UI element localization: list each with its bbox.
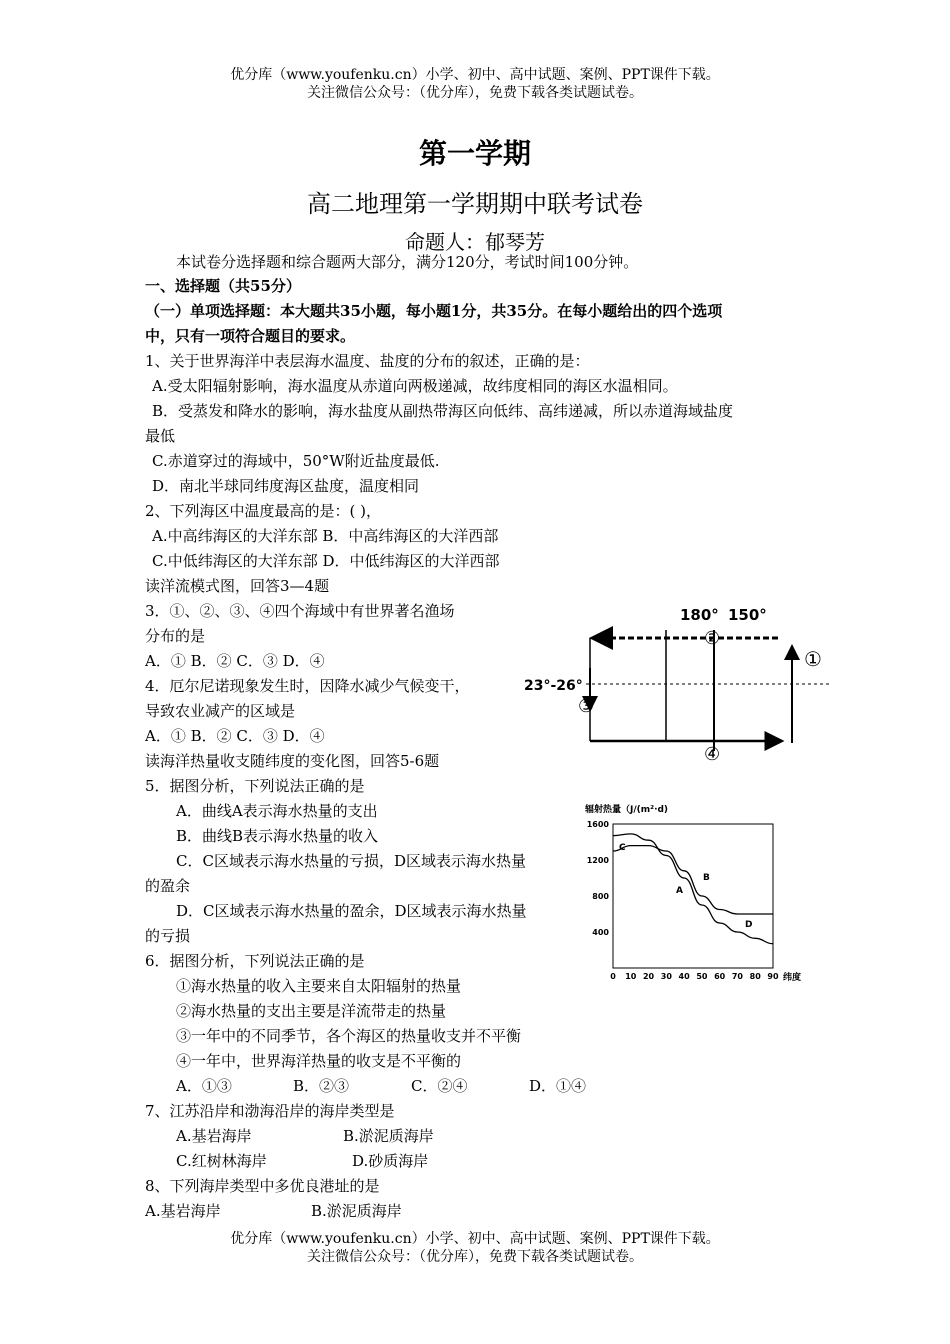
term-title: 第一学期 [418,137,531,170]
lon-label-180: 180° [680,606,719,624]
exam-title: 高二地理第一学期期中联考试卷 [307,190,643,218]
x-tick-label: 0 [610,972,616,981]
q1-option-c: C.赤道穿过的海域中，50°W附近盐度最低. [152,452,440,470]
q3-stem: 3．①、②、③、④四个海域中有世界著名渔场 [145,602,455,620]
x-tick-label: 50 [696,972,708,981]
x-tick-label: 30 [660,972,672,981]
q3-stem-cont: 分布的是 [145,627,206,645]
intro: 本试卷分选择题和综合题两大部分，满分120分，考试时间100分钟。 [176,253,639,271]
y-tick-label: 800 [592,892,609,901]
x-tick-label: 90 [767,972,779,981]
q5-option-d: D．C区域表示海水热量的盈余，D区域表示海水热量 [176,902,527,920]
q7-option-c: C.红树林海岸 [176,1152,267,1170]
footer-line-2: 关注微信公众号：（优分库），免费下载各类试题试卷。 [307,1249,643,1265]
footer-line-1: 优分库（www.youfenku.cn）小学、初中、高中试题、案例、PPT课件下载。 [230,1231,720,1247]
q5-option-c: C．C区域表示海水热量的亏损，D区域表示海水热量 [176,852,526,870]
q6-statement-2: ②海水热量的支出主要是洋流带走的热量 [176,1002,447,1020]
x-tick-label: 40 [678,972,690,981]
q5-option-d-cont: 的亏损 [145,927,191,945]
q5-option-a: A．曲线A表示海水热量的支出 [176,802,378,820]
y-tick-label: 1600 [586,820,609,829]
q7-stem: 7、江苏沿岸和渤海沿岸的海岸类型是 [145,1102,395,1120]
q7-option-a: A.基岩海岸 [176,1127,252,1145]
y-tick-label: 1200 [586,856,609,865]
x-tick-label: 10 [625,972,637,981]
q2-options-cd: C.中低纬海区的大洋东部 D．中低纬海区的大洋西部 [152,552,500,570]
q2-stem: 2、下列海区中温度最高的是：( )， [145,502,382,520]
subsection-heading-cont: 中，只有一项符合题目的要求。 [145,327,356,345]
section-heading: 一、选择题（共55分） [145,277,301,295]
label-c: C [619,843,626,853]
marker-3: ③ [578,696,595,717]
q1-option-b-cont: 最低 [145,427,176,445]
ocean-current-diagram [520,598,840,768]
q4-stem-cont: 导致农业减产的区域是 [145,702,296,720]
x-tick-label: 80 [749,972,761,981]
series-line-expenditure [613,846,773,914]
x-tick-label: 60 [714,972,726,981]
q6-statement-3: ③一年中的不同季节，各个海区的热量收支并不平衡 [176,1027,522,1045]
chart-xlabel: 纬度 [783,973,802,983]
label-b: B [703,873,710,883]
author: 命题人：郁琴芳 [405,230,545,254]
lon-label-150: 150° [728,606,767,624]
q2-options-ab: A.中高纬海区的大洋东部 B．中高纬海区的大洋西部 [152,527,499,545]
q6-option-c: C．②④ [411,1077,468,1095]
q4-options: A．① B．② C．③ D．④ [145,727,325,745]
y-tick-label: 400 [592,928,609,937]
q4-stem: 4．厄尔尼诺现象发生时，因降水减少气候变干， [145,677,470,695]
lat-label: 23°-26° [524,678,583,694]
label-d: D [745,920,753,930]
marker-4: ④ [704,744,721,765]
q6-statement-4: ④一年中，世界海洋热量的收支是不平衡的 [176,1052,462,1070]
q6-stem: 6．据图分析，下列说法正确的是 [145,952,365,970]
q8-option-b: B.淤泥质海岸 [311,1202,402,1220]
q1-stem: 1、关于世界海洋中表层海水温度、盐度的分布的叙述，正确的是： [145,352,590,370]
q1-option-b: B．受蒸发和降水的影响，海水盐度从副热带海区向低纬、高纬递减，所以赤道海域盐度 [152,402,734,420]
q6-option-b: B．②③ [293,1077,350,1095]
q6-statement-1: ①海水热量的收入主要来自太阳辐射的热量 [176,977,462,995]
header-line-1: 优分库（www.youfenku.cn）小学、初中、高中试题、案例、PPT课件下载。 [230,67,720,83]
marker-1: ① [804,647,822,671]
q5-stem: 5．据图分析，下列说法正确的是 [145,777,365,795]
q8-stem: 8、下列海岸类型中多优良港址的是 [145,1177,380,1195]
q1-option-d: D．南北半球同纬度海区盐度，温度相同 [152,477,420,495]
subsection-heading: （一）单项选择题：本大题共35小题，每小题1分，共35分。在每小题给出的四个选项 [145,302,723,320]
label-a: A [676,886,683,896]
q8-option-a: A.基岩海岸 [145,1202,221,1220]
read-5-6: 读海洋热量收支随纬度的变化图，回答5-6题 [145,752,440,770]
x-tick-label: 70 [731,972,744,981]
q5-option-b: B．曲线B表示海水热量的收入 [176,827,379,845]
q7-option-d: D.砂质海岸 [352,1152,429,1170]
q7-option-b: B.淤泥质海岸 [343,1127,434,1145]
q5-option-c-cont: 的盈余 [145,877,191,895]
read-3-4: 读洋流模式图，回答3—4题 [145,577,330,595]
q6-option-a: A．①③ [176,1077,232,1095]
chart-ylabel: 辐射热量（J/(m²·d) [585,805,669,815]
marker-2: ② [704,628,721,649]
header-line-2: 关注微信公众号：（优分库），免费下载各类试题试卷。 [307,85,643,101]
x-tick-label: 20 [642,972,655,981]
q6-option-d: D．①④ [529,1077,587,1095]
heat-budget-chart [575,800,815,990]
q3-options: A．① B．② C．③ D．④ [145,652,325,670]
q1-option-a: A.受太阳辐射影响，海水温度从赤道向两极递减，故纬度相同的海区水温相同。 [152,377,678,395]
